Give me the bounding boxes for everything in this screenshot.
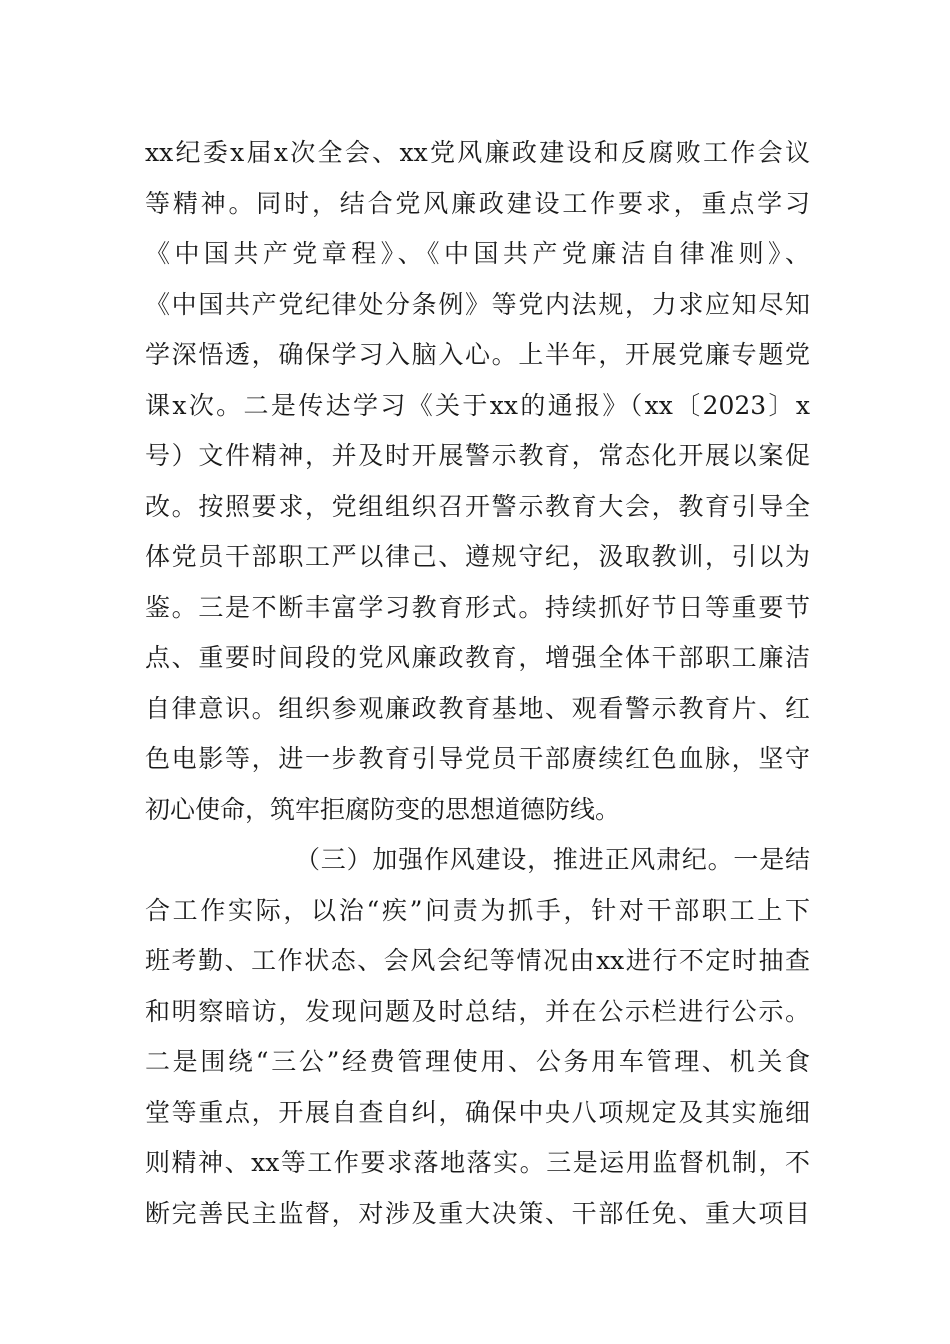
text-line: 体党员干部职工严以律己、遵规守纪，汲取教训，引以为	[145, 542, 810, 571]
text-line: 班考勤、工作状态、会风会纪等情况由xx进行不定时抽查	[145, 946, 810, 975]
text-line: 和明察暗访，发现问题及时总结，并在公示栏进行公示。	[145, 996, 810, 1026]
document-body	[145, 128, 810, 1239]
text-line: 自律意识。组织参观廉政教育基地、观看警示教育片、红	[145, 693, 810, 723]
text-line: 《中国共产党章程》、《中国共产党廉洁自律准则》、	[145, 239, 810, 268]
text-line: 则精神、xx等工作要求落地落实。三是运用监督机制，不	[145, 1148, 810, 1177]
paragraph-work-style	[145, 835, 810, 1239]
text-line-last: 初心使命，筑牢拒腐防变的思想道德防线。	[145, 794, 621, 824]
text-line: 《中国共产党纪律处分条例》等党内法规，力求应知尽知	[145, 289, 810, 319]
text-line: 点、重要时间段的党风廉政教育，增强全体干部职工廉洁	[145, 643, 810, 672]
text-line: 堂等重点，开展自查自纠，确保中央八项规定及其实施细	[145, 1097, 810, 1127]
text-line: xx纪委x届x次全会、xx党风廉政建设和反腐败工作会议	[145, 138, 810, 167]
text-line: 断完善民主监督，对涉及重大决策、干部任免、重大项目	[145, 1198, 810, 1228]
text-line: 色电影等，进一步教育引导党员干部赓续红色血脉，坚守	[145, 744, 810, 773]
section-heading-line: （三）加强作风建设，推进正风肃纪。一是结	[295, 845, 810, 874]
text-line: 改。按照要求，党组组织召开警示教育大会，教育引导全	[145, 491, 810, 521]
text-line: 合工作实际，以治“疾”问责为抓手，针对干部职工上下	[145, 895, 810, 925]
text-line: 课x次。二是传达学习《关于xx的通报》（xx〔2023〕x	[145, 390, 810, 420]
paragraph-education	[145, 128, 810, 835]
text-line: 鉴。三是不断丰富学习教育形式。持续抓好节日等重要节	[145, 592, 810, 622]
text-line: 等精神。同时，结合党风廉政建设工作要求，重点学习	[145, 188, 810, 218]
text-line: 号）文件精神，并及时开展警示教育，常态化开展以案促	[145, 441, 810, 470]
text-line: 学深悟透，确保学习入脑入心。上半年，开展党廉专题党	[145, 340, 810, 369]
text-line: 二是围绕“三公”经费管理使用、公务用车管理、机关食	[145, 1047, 810, 1076]
